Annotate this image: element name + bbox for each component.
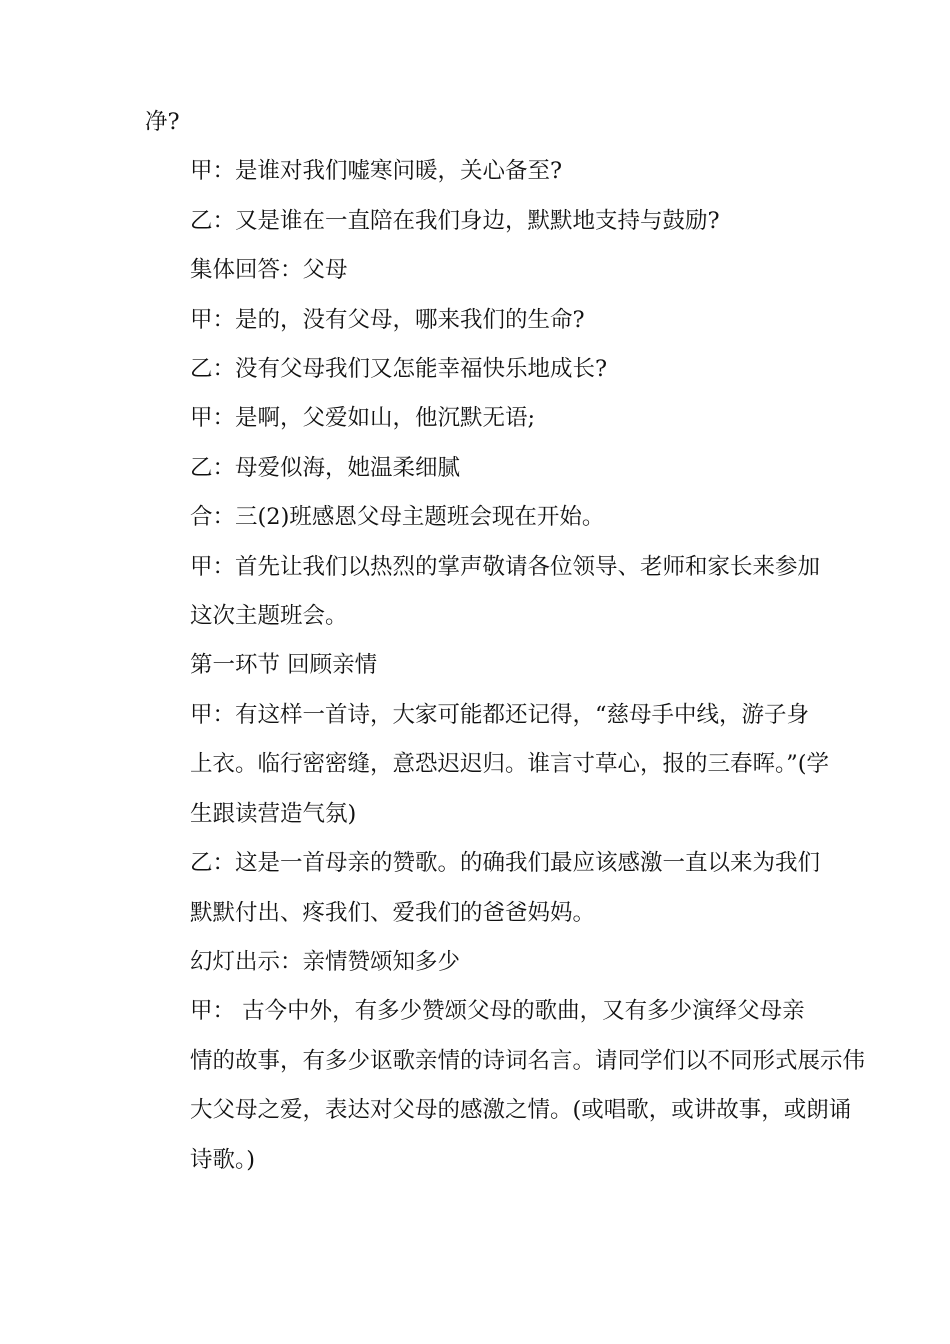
- paragraph: [145, 938, 810, 987]
- paragraph: [145, 246, 810, 295]
- text-line: 合：三(2)班感恩父母主题班会现在开始。: [190, 504, 605, 531]
- text-line: 甲：是的，没有父母，哪来我们的生命?: [190, 306, 585, 333]
- text-line: 乙：没有父母我们又怎能幸福快乐地成长?: [190, 356, 608, 383]
- document-body: [145, 98, 866, 1185]
- text-line: 第一环节 回顾亲情: [190, 652, 378, 679]
- text-line: 乙：这是一首母亲的赞歌。的确我们最应该感激一直以来为我们: [190, 850, 821, 877]
- text-line: 情的故事，有多少讴歌亲情的诗词名言。请同学们以不同形式展示伟: [190, 1047, 866, 1074]
- paragraph: [145, 493, 810, 542]
- paragraph: [145, 987, 866, 1185]
- paragraph: [145, 296, 810, 345]
- text-line: 默默付出、疼我们、爱我们的爸爸妈妈。: [190, 899, 596, 926]
- text-line: 净?: [145, 109, 180, 135]
- paragraph: [145, 839, 821, 938]
- text-line: 集体回答：父母: [190, 257, 348, 284]
- paragraph: [145, 197, 810, 246]
- paragraph: [145, 98, 810, 147]
- text-line: 乙：又是谁在一直陪在我们身边，默默地支持与鼓励?: [190, 207, 720, 234]
- text-line: 幻灯出示：亲情赞颂知多少: [190, 948, 461, 975]
- text-line: 生跟读营造气氛): [190, 800, 357, 827]
- text-line: 大父母之爱，表达对父母的感激之情。(或唱歌，或讲故事，或朗诵: [190, 1097, 852, 1124]
- text-line: 诗歌。): [190, 1146, 256, 1173]
- text-line: 甲：是啊，父爱如山，他沉默无语;: [190, 405, 536, 432]
- text-line: 甲：是谁对我们嘘寒问暖，关心备至?: [190, 158, 563, 185]
- text-line: 甲：有这样一首诗，大家可能都还记得，“慈母手中线，游子身: [190, 701, 810, 728]
- paragraph: [145, 444, 810, 493]
- text-line: 这次主题班会。: [190, 603, 348, 630]
- paragraph: [145, 641, 810, 690]
- paragraph: [145, 345, 810, 394]
- paragraph: [145, 147, 810, 196]
- paragraph: [145, 394, 810, 443]
- text-line: 乙：母爱似海，她温柔细腻: [190, 454, 461, 481]
- text-line: 甲： 古今中外，有多少赞颂父母的歌曲，又有多少演绎父母亲: [190, 998, 805, 1025]
- paragraph: [145, 543, 821, 642]
- paragraph: [145, 691, 830, 839]
- text-line: 上衣。临行密密缝，意恐迟迟归。谁言寸草心，报的三春晖。”(学: [190, 751, 830, 778]
- text-line: 甲：首先让我们以热烈的掌声敬请各位领导、老师和家长来参加: [190, 553, 821, 580]
